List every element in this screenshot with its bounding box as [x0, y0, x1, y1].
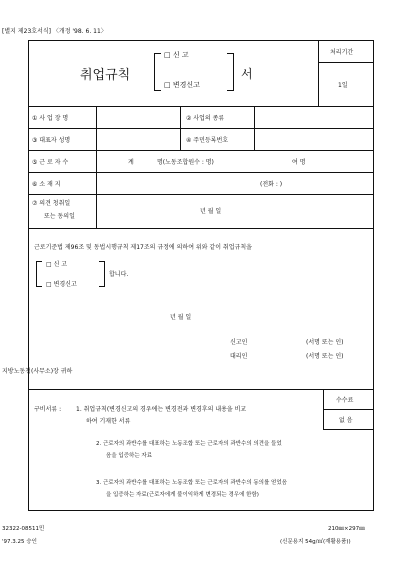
agent-signature[interactable]: (서명 또는 인): [306, 353, 344, 360]
workers-female[interactable]: 여 명: [292, 159, 306, 166]
workers-union[interactable]: 명(노동조합원수 : 명): [157, 159, 214, 166]
business-name-label: ① 사 업 장 명: [32, 115, 69, 122]
paper-size: 210㎜×297㎜: [328, 526, 365, 532]
location-label: ⑥ 소 재 지: [32, 181, 61, 188]
fee-label: 수수료: [336, 397, 354, 404]
processing-period-label: 처리기간: [330, 49, 354, 56]
divider: [28, 194, 374, 195]
form-title: 취업규칙: [80, 68, 131, 83]
document-item-3-line-1: 3. 근로자의 과반수를 대표하는 노동조합 또는 근로자의 과반수의 동의를 얻었음: [96, 480, 288, 486]
divider: [28, 128, 374, 129]
divider: [318, 40, 319, 106]
divider: [28, 228, 374, 229]
business-name-field[interactable]: [98, 108, 178, 126]
workers-label: ⑤ 근 로 자 수: [32, 159, 69, 166]
divider: [323, 429, 374, 430]
documents-label: 구비서류 :: [34, 406, 62, 413]
form-title-suffix: 서: [241, 67, 253, 81]
statement-option-change[interactable]: □ 변경신고: [46, 281, 77, 288]
opinion-date-label-1: ⑦ 의견 청취일: [32, 200, 71, 207]
title-bracket-left: [154, 53, 161, 91]
reporter-label: 신고인: [230, 339, 248, 346]
statement-text: 근로기준법 제96조 및 동법시행규칙 제17조의 규정에 의하여 위와 같이 취업규칙을: [34, 244, 252, 251]
divider: [180, 106, 181, 150]
opinion-date-label-2: 또는 동의일: [44, 213, 75, 220]
representative-field[interactable]: [98, 130, 178, 148]
title-option-report: □ 신 고: [164, 51, 189, 59]
form-code: 32322-08511민: [2, 526, 45, 532]
divider: [323, 409, 374, 410]
opinion-date-field[interactable]: 년 월 일: [200, 208, 222, 215]
divider: [318, 62, 374, 63]
business-type-label: ② 사업의 종류: [186, 115, 225, 122]
document-item-2-line-2: 음을 입증하는 자료: [106, 453, 153, 459]
agent-label: 대리인: [230, 353, 248, 360]
paper-type: (신문용지 54g/㎡(재활용품)): [280, 539, 351, 545]
business-type-field[interactable]: [256, 108, 372, 126]
statement-suffix: 합니다.: [109, 271, 129, 278]
divider: [28, 150, 374, 151]
approval-date: '97.3.25 승인: [2, 539, 37, 545]
fee-value: 없 음: [339, 417, 353, 424]
form-number: [별지 제23호서식] 〈개정 '98. 6. 11〉: [2, 28, 107, 35]
divider: [28, 172, 374, 173]
representative-label: ③ 대표자 성명: [32, 137, 71, 144]
title-option-change: □ 변경신고: [164, 81, 200, 89]
statement-option-report[interactable]: □ 신 고: [46, 261, 68, 268]
location-field[interactable]: [98, 174, 248, 192]
document-item-2-line-1: 2. 근로자의 과반수를 대표하는 노동조합 또는 근로자의 과반수의 의견을 들었: [96, 441, 282, 447]
title-bracket-right: [227, 53, 234, 91]
reporter-signature[interactable]: (서명 또는 인): [306, 339, 344, 346]
processing-period-value: 1일: [338, 82, 348, 89]
document-item-1-line-2: 하여 기재한 서류: [86, 418, 131, 425]
divider: [28, 106, 374, 107]
divider: [254, 106, 255, 150]
statement-bracket-right: [99, 261, 105, 287]
divider: [96, 106, 97, 228]
document-item-3-line-2: 을 입증하는 자료(근로자에게 불이익하게 변경되는 경우에 한함): [106, 492, 259, 498]
signature-date[interactable]: 년 월 일: [170, 314, 192, 321]
workers-total[interactable]: 계: [128, 159, 134, 166]
addressee: 지방노동청(사무소)장 귀하: [2, 368, 73, 375]
statement-bracket-left: [36, 261, 42, 287]
resident-number-label: ④ 주민등록번호: [186, 137, 229, 144]
resident-number-field[interactable]: [256, 130, 372, 148]
phone-field[interactable]: (전화 : ): [260, 181, 283, 188]
document-item-1-line-1: 1. 취업규칙(변경신고의 경우에는 변경전과 변경후의 내용을 비교: [76, 406, 247, 413]
